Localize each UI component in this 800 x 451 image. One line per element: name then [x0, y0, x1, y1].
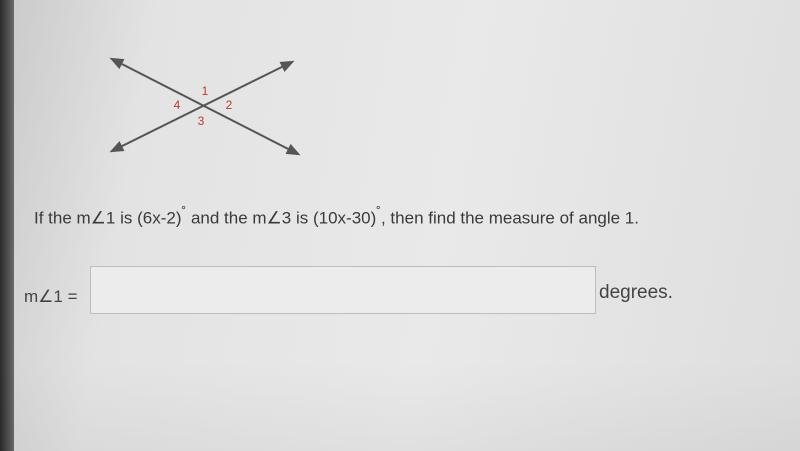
question-part-2: and the m∠3 is (10x-30) — [186, 208, 377, 228]
angle-label-4: 4 — [173, 98, 181, 112]
degree-mark-2: ˚ — [376, 205, 381, 221]
intersecting-lines-diagram — [100, 52, 310, 164]
angle-label-1: 1 — [201, 84, 209, 98]
question-text — [34, 205, 774, 229]
units-label: degrees. — [599, 282, 673, 303]
degree-mark-1: ˚ — [181, 205, 187, 221]
angle-label-3: 3 — [197, 114, 205, 128]
screen-shade — [0, 360, 800, 451]
angle-label-2: 2 — [225, 98, 233, 112]
answer-input[interactable] — [90, 266, 596, 314]
question-part-1: If the m∠1 is (6x-2) — [34, 208, 182, 228]
question-part-3: , then find the measure of angle 1. — [380, 208, 639, 228]
answer-label: m∠1 = — [24, 287, 78, 306]
